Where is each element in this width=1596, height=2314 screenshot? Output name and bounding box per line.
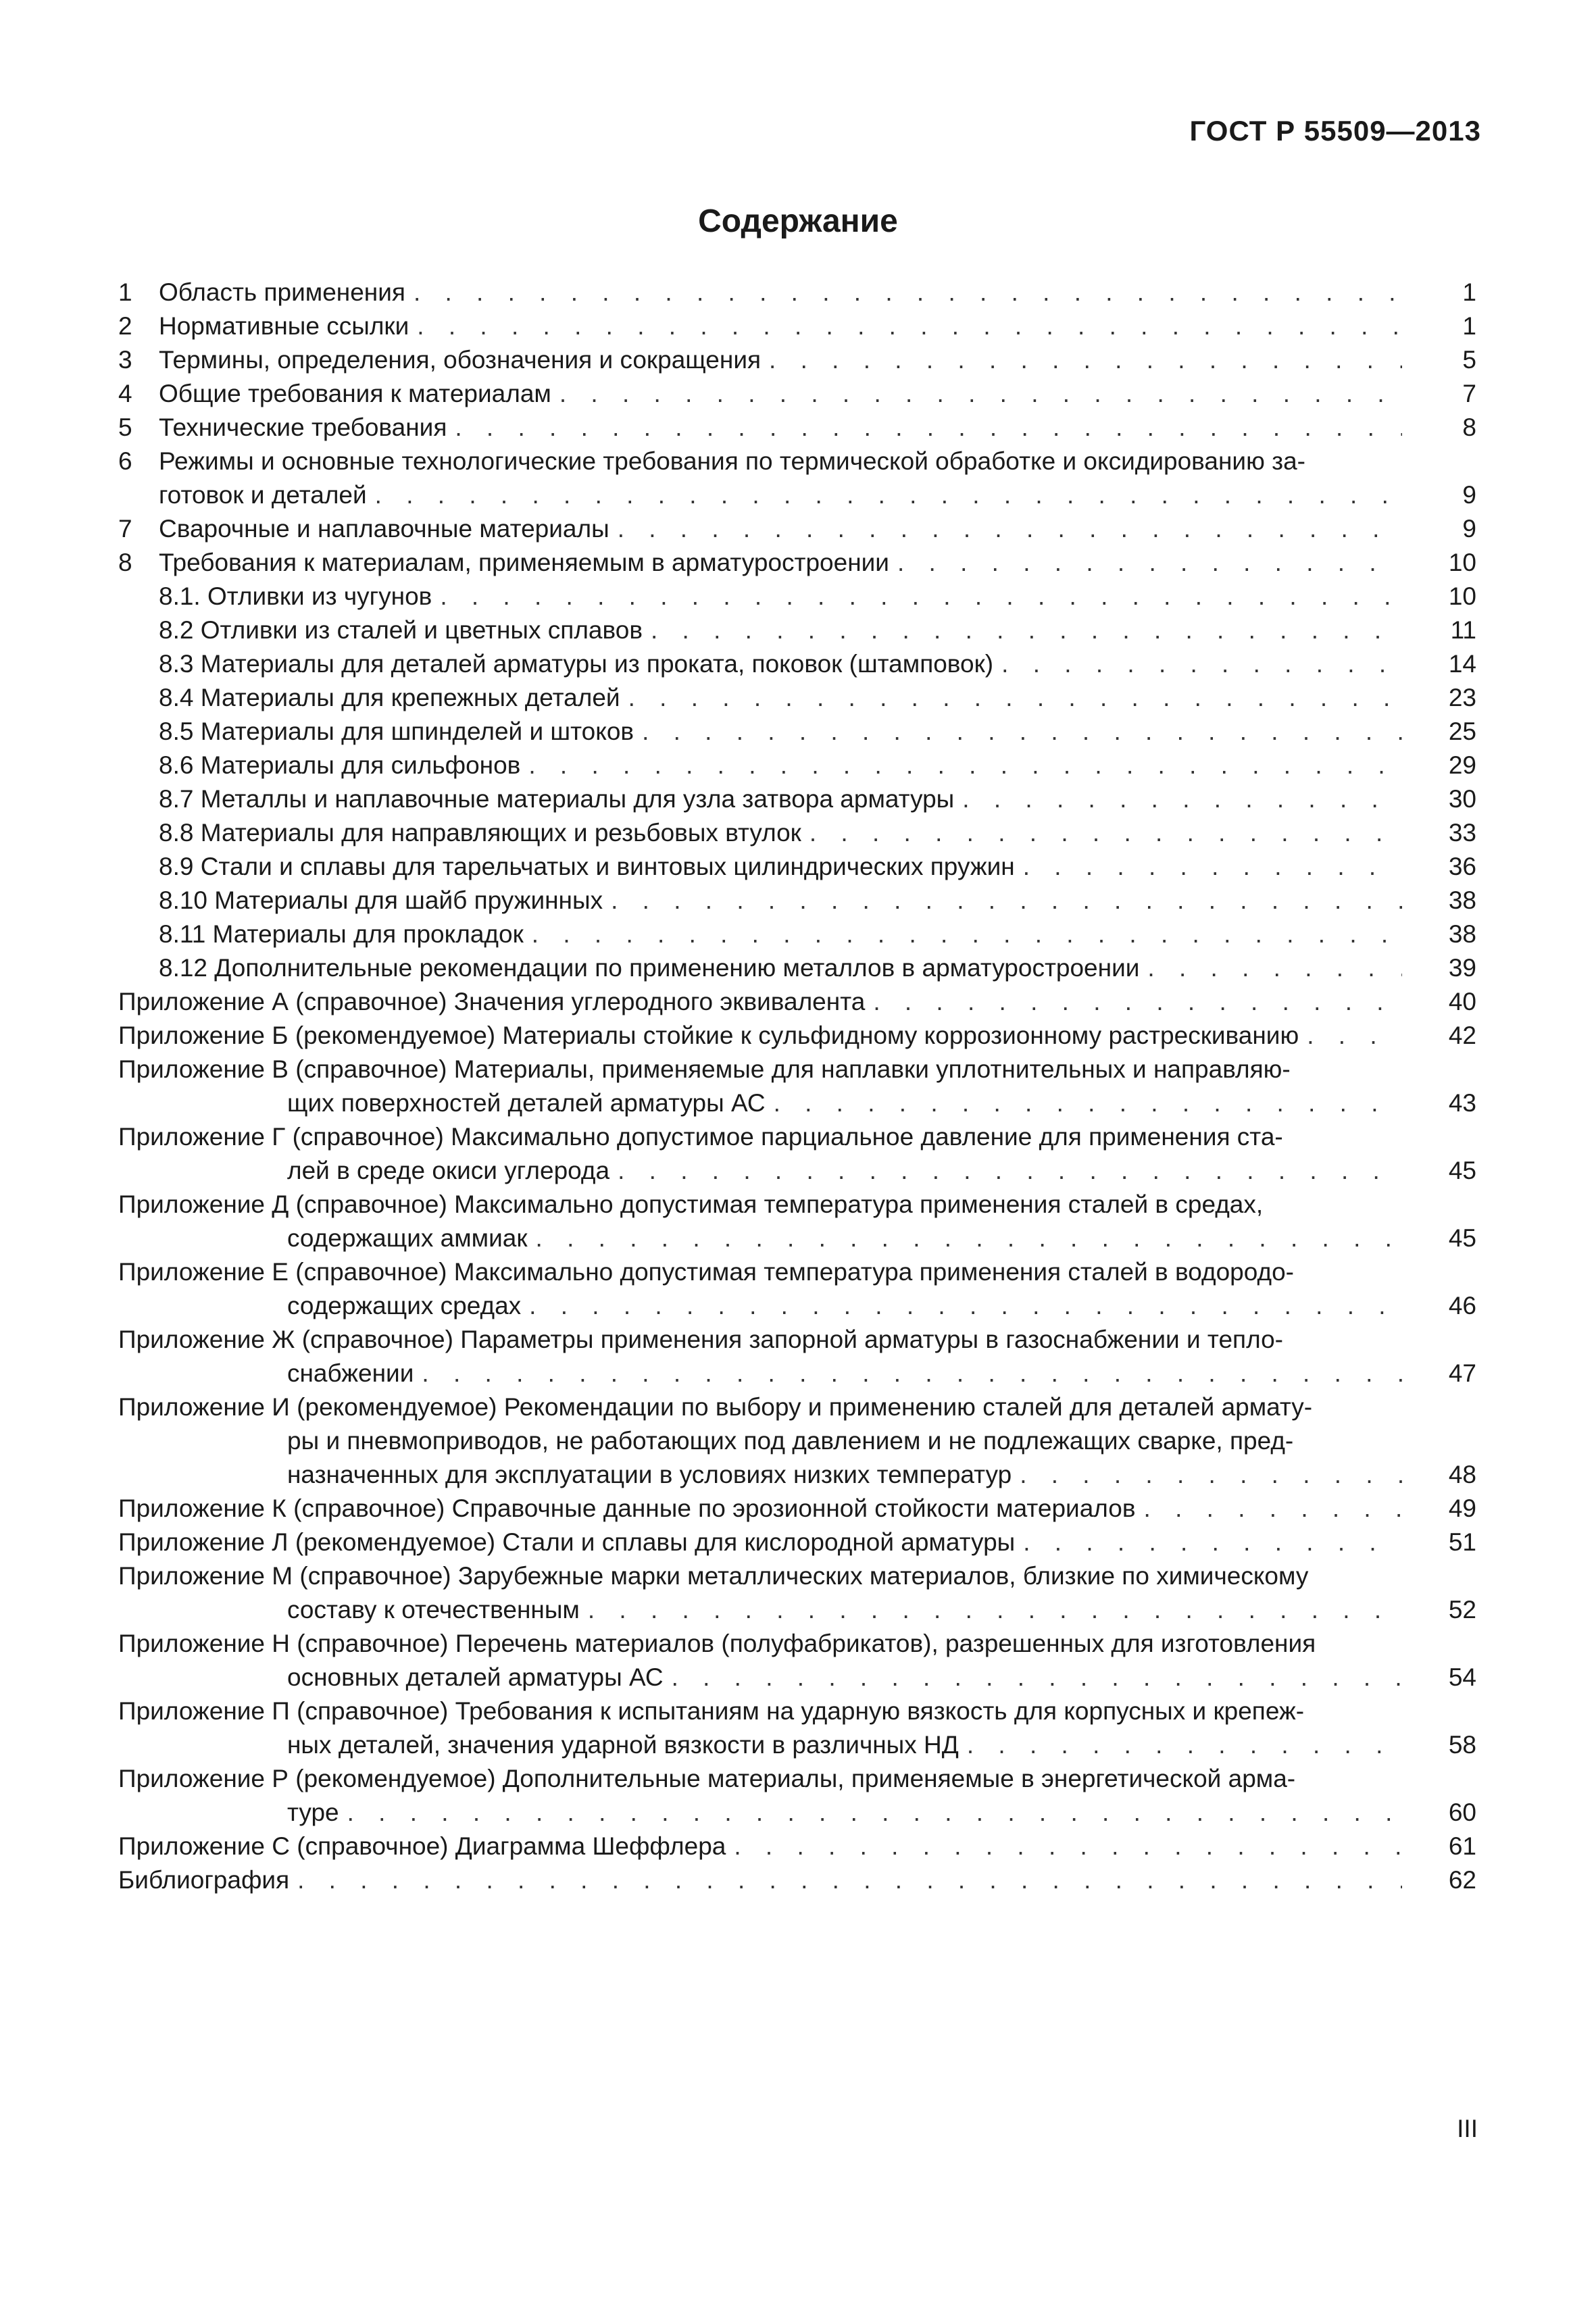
toc-entry[interactable] (118, 1053, 1476, 1086)
toc-entry-title: Приложение Б (рекомендуемое) Материалы стойкие к сульфидному коррозионному растрескиванию (118, 1022, 1299, 1049)
toc-entry[interactable] (118, 343, 1476, 377)
dot-leader (1314, 445, 1402, 478)
toc-entry-title: Приложение Р (рекомендуемое) Дополнительные материалы, применяемые в энергетической арма- (118, 1765, 1296, 1792)
toc-entry-title: Приложение М (справочное) Зарубежные марки металлических материалов, близкие по химическому (118, 1562, 1309, 1590)
toc-entry-number: 3 (118, 346, 132, 374)
toc-entry[interactable] (118, 1154, 1476, 1188)
toc-entry[interactable] (118, 1120, 1476, 1154)
dot-leader (536, 1222, 1402, 1255)
toc-entry[interactable] (118, 1559, 1476, 1593)
toc-entry[interactable] (118, 1458, 1476, 1492)
toc-entry[interactable] (118, 1323, 1476, 1357)
dot-leader (1312, 1694, 1402, 1728)
toc-entry-title: 8.12 Дополнительные рекомендации по применению металлов в арматуростроении (159, 954, 1140, 982)
toc-entry-title: Термины, определения, обозначения и сокращения (159, 346, 762, 374)
dot-leader (769, 343, 1402, 377)
toc-entry-page: 9 (1462, 481, 1476, 509)
toc-entry[interactable] (118, 445, 1476, 478)
toc-entry[interactable] (118, 1627, 1476, 1661)
dot-leader (1023, 850, 1402, 884)
dot-leader (611, 884, 1402, 917)
dot-leader (618, 512, 1402, 546)
toc-entry-title: 8.3 Материалы для деталей арматуры из проката, поковок (штамповок) (159, 650, 994, 678)
toc-entry-page: 5 (1462, 346, 1476, 374)
dot-leader (1324, 1627, 1402, 1661)
toc-entry[interactable] (118, 1255, 1476, 1289)
toc-entry-page: 60 (1448, 1799, 1476, 1826)
toc-entry-title: Приложение А (справочное) Значения углеродного эквивалента (118, 988, 866, 1015)
dot-leader (347, 1796, 1402, 1830)
toc-entry-page: 54 (1448, 1663, 1476, 1691)
toc-entry[interactable] (118, 1357, 1476, 1390)
dot-leader (1320, 1390, 1402, 1424)
toc-entry-title: Приложение В (справочное) Материалы, применяемые для наплавки уплотнительных и направляю- (118, 1055, 1291, 1083)
toc-entry-title: Приложение С (справочное) Диаграмма Шеффлера (118, 1832, 726, 1860)
toc-entry[interactable] (118, 715, 1476, 749)
toc-entry-title: Приложение Е (справочное) Максимально допустимая температура применения сталей в водородо- (118, 1258, 1294, 1286)
toc-entry-page: 10 (1448, 549, 1476, 576)
toc-entry[interactable] (118, 1424, 1476, 1458)
toc-entry-title: 8.8 Материалы для направляющих и резьбовых втулок (159, 819, 801, 847)
toc-entry[interactable] (118, 411, 1476, 445)
toc-entry-title: Режимы и основные технологические требования по термической обработке и оксидированию за- (159, 447, 1305, 475)
toc-entry-title: щих поверхностей деталей арматуры АС (287, 1089, 766, 1117)
toc-entry-title: Библиография (118, 1866, 290, 1894)
toc-entry-page: 52 (1448, 1596, 1476, 1624)
dot-leader (1291, 1120, 1402, 1154)
toc-entry[interactable] (118, 749, 1476, 782)
toc-entry-number: 2 (118, 312, 132, 340)
toc-entry[interactable] (118, 1188, 1476, 1222)
toc-entry[interactable] (118, 1086, 1476, 1120)
dot-leader (774, 1086, 1402, 1120)
dot-leader (297, 1863, 1402, 1897)
toc-entry[interactable] (118, 1019, 1476, 1053)
toc-entry-page: 30 (1448, 785, 1476, 813)
dot-leader (375, 478, 1402, 512)
toc-entry-title: Сварочные и наплавочные материалы (159, 515, 609, 543)
dot-leader (1307, 1019, 1402, 1053)
toc-entry-title: лей в среде окиси углерода (287, 1157, 610, 1184)
toc-entry-title: Приложение П (справочное) Требования к испытаниям на ударную вязкость для корпусных и крепеж- (118, 1697, 1305, 1725)
toc-entry[interactable] (118, 1222, 1476, 1255)
toc-entry[interactable] (118, 1762, 1476, 1796)
toc-entry[interactable] (118, 917, 1476, 951)
toc-entry-page: 39 (1448, 954, 1476, 982)
toc-entry[interactable] (118, 782, 1476, 816)
toc-entry[interactable] (118, 1661, 1476, 1694)
toc-entry-number: 6 (118, 447, 132, 475)
toc-entry-page: 43 (1448, 1089, 1476, 1117)
toc-entry[interactable] (118, 1830, 1476, 1863)
toc-entry[interactable] (118, 580, 1476, 613)
dot-leader (734, 1830, 1402, 1863)
toc-entry[interactable] (118, 1796, 1476, 1830)
toc-entry-page: 10 (1448, 582, 1476, 610)
toc-entry-page: 9 (1462, 515, 1476, 543)
toc-entry[interactable] (118, 1492, 1476, 1526)
document-code: ГОСТ Р 55509—2013 (1189, 115, 1481, 147)
toc-entry-page: 7 (1462, 380, 1476, 407)
toc-entry-title: ры и пневмоприводов, не работающих под давлением и не подлежащих сварке, пред- (287, 1427, 1294, 1455)
toc-entry-page: 51 (1448, 1528, 1476, 1556)
toc-entry[interactable] (118, 377, 1476, 411)
dot-leader (1303, 1762, 1402, 1796)
toc-entry[interactable] (118, 681, 1476, 715)
toc-entry-page: 11 (1450, 616, 1476, 644)
toc-entry-page: 45 (1448, 1157, 1476, 1184)
toc-entry[interactable] (118, 816, 1476, 850)
toc-entry-page: 38 (1448, 886, 1476, 914)
toc-entry[interactable] (118, 1694, 1476, 1728)
toc-entry-page: 42 (1448, 1022, 1476, 1049)
toc-entry-page: 47 (1448, 1359, 1476, 1387)
toc-entry-page: 38 (1448, 920, 1476, 948)
dot-leader (628, 681, 1402, 715)
dot-leader (1302, 1255, 1402, 1289)
dot-leader (532, 917, 1402, 951)
dot-leader (1301, 1424, 1402, 1458)
toc-entry-title: составу к отечественным (287, 1596, 580, 1624)
dot-leader (809, 816, 1402, 850)
toc-entry[interactable] (118, 951, 1476, 985)
dot-leader (1299, 1053, 1402, 1086)
toc-entry-title: 8.7 Металлы и наплавочные материалы для узла затвора арматуры (159, 785, 955, 813)
toc-entry-title: 8.6 Материалы для сильфонов (159, 751, 521, 779)
dot-leader (962, 782, 1402, 816)
toc-entry-page: 29 (1448, 751, 1476, 779)
dot-leader (618, 1154, 1402, 1188)
toc-entry[interactable] (118, 1863, 1476, 1897)
dot-leader (1020, 1458, 1402, 1492)
toc-entry-page: 49 (1448, 1494, 1476, 1522)
toc-entry-title: снабжении (287, 1359, 414, 1387)
dot-leader (440, 580, 1402, 613)
toc-entry-title: ных деталей, значения ударной вязкости в различных НД (287, 1731, 959, 1759)
toc-entry[interactable] (118, 1526, 1476, 1559)
dot-leader (422, 1357, 1402, 1390)
toc-entry-title: Общие требования к материалам (159, 380, 551, 407)
toc-entry[interactable] (118, 512, 1476, 546)
toc-entry-page: 33 (1448, 819, 1476, 847)
toc-entry-title: основных деталей арматуры АС (287, 1663, 664, 1691)
dot-leader (967, 1728, 1402, 1762)
toc-entry[interactable] (118, 478, 1476, 512)
toc-entry-title: 8.2 Отливки из сталей и цветных сплавов (159, 616, 643, 644)
dot-leader (873, 985, 1402, 1019)
toc-entry[interactable] (118, 276, 1476, 309)
toc-entry-title: Приложение Д (справочное) Максимально допустимая температура применения сталей в средах, (118, 1190, 1264, 1218)
toc-entry-title: 8.11 Материалы для прокладок (159, 920, 524, 948)
toc-entry-number: 5 (118, 413, 132, 441)
toc-entry-title: назначенных для эксплуатации в условиях низких температур (287, 1461, 1012, 1488)
dot-leader (1316, 1559, 1402, 1593)
toc-title: Содержание (698, 203, 898, 239)
dot-leader (672, 1661, 1402, 1694)
toc-entry-page: 36 (1448, 853, 1476, 880)
toc-entry-title: готовок и деталей (159, 481, 367, 509)
dot-leader (417, 309, 1402, 343)
toc-entry[interactable] (118, 850, 1476, 884)
toc-entry-page: 14 (1448, 650, 1476, 678)
toc-entry-page: 58 (1448, 1731, 1476, 1759)
toc-entry-title: туре (287, 1799, 339, 1826)
toc-entry-title: 8.1. Отливки из чугунов (159, 582, 432, 610)
dot-leader (559, 377, 1402, 411)
toc-entry-page: 45 (1448, 1224, 1476, 1252)
toc-entry-title: Приложение К (справочное) Справочные данные по эрозионной стойкости материалов (118, 1494, 1136, 1522)
dot-leader (1001, 647, 1402, 681)
toc-entry[interactable] (118, 1289, 1476, 1323)
toc-entry-title: 8.9 Стали и сплавы для тарельчатых и винтовых цилиндрических пружин (159, 853, 1015, 880)
toc-entry-number: 1 (118, 278, 132, 306)
toc-entry-title: 8.10 Материалы для шайб пружинных (159, 886, 603, 914)
toc-entry-title: содержащих средах (287, 1292, 522, 1319)
toc-entry-title: содержащих аммиак (287, 1224, 528, 1252)
toc-entry-number: 7 (118, 515, 132, 543)
toc-entry-page: 61 (1448, 1832, 1476, 1860)
dot-leader (455, 411, 1402, 445)
toc-entry-title: Приложение Ж (справочное) Параметры применения запорной арматуры в газоснабжении и тепло- (118, 1326, 1283, 1353)
toc-entry-title: Требования к материалам, применяемым в арматуростроении (159, 549, 889, 576)
dot-leader (529, 1289, 1402, 1323)
dot-leader (651, 613, 1402, 647)
toc-entry[interactable] (118, 985, 1476, 1019)
dot-leader (897, 546, 1402, 580)
dot-leader (1144, 1492, 1402, 1526)
toc-entry-page: 40 (1448, 988, 1476, 1015)
dot-leader (414, 276, 1402, 309)
toc-entry-page: 48 (1448, 1461, 1476, 1488)
toc-entry-title: Приложение Г (справочное) Максимально допустимое парциальное давление для применения ста- (118, 1123, 1283, 1151)
toc-entry-page: 23 (1448, 684, 1476, 711)
toc-entry-page: 62 (1448, 1866, 1476, 1894)
toc-entry-number: 4 (118, 380, 132, 407)
toc-entry[interactable] (118, 546, 1476, 580)
dot-leader (1023, 1526, 1402, 1559)
toc-entry[interactable] (118, 613, 1476, 647)
toc-entry-title: Нормативные ссылки (159, 312, 409, 340)
dot-leader (642, 715, 1402, 749)
toc-entry-page: 1 (1462, 312, 1476, 340)
toc-entry[interactable] (118, 647, 1476, 681)
toc-entry-number: 8 (118, 549, 132, 576)
toc-entry-title: Технические требования (159, 413, 447, 441)
toc-entry-title: Приложение И (рекомендуемое) Рекомендации по выбору и применению сталей для деталей армату- (118, 1393, 1313, 1421)
page-number: III (1457, 2115, 1478, 2142)
dot-leader (1147, 951, 1402, 985)
toc-entry[interactable] (118, 1728, 1476, 1762)
toc-entry-page: 1 (1462, 278, 1476, 306)
toc-entry-title: Область применения (159, 278, 405, 306)
toc-entry-title: Приложение Л (рекомендуемое) Стали и сплавы для кислородной арматуры (118, 1528, 1016, 1556)
dot-leader (528, 749, 1402, 782)
table-of-contents (118, 276, 1476, 1897)
toc-entry[interactable] (118, 309, 1476, 343)
toc-entry-page: 25 (1448, 718, 1476, 745)
toc-entry-page: 46 (1448, 1292, 1476, 1319)
dot-leader (1291, 1323, 1402, 1357)
toc-entry-title: Приложение Н (справочное) Перечень материалов (полуфабрикатов), разрешенных для изготовления (118, 1630, 1316, 1657)
toc-entry[interactable] (118, 1390, 1476, 1424)
dot-leader (588, 1593, 1402, 1627)
toc-entry[interactable] (118, 1593, 1476, 1627)
toc-entry[interactable] (118, 884, 1476, 917)
toc-entry-page: 8 (1462, 413, 1476, 441)
toc-entry-title: 8.5 Материалы для шпинделей и штоков (159, 718, 634, 745)
toc-entry-title: 8.4 Материалы для крепежных деталей (159, 684, 620, 711)
dot-leader (1271, 1188, 1402, 1222)
